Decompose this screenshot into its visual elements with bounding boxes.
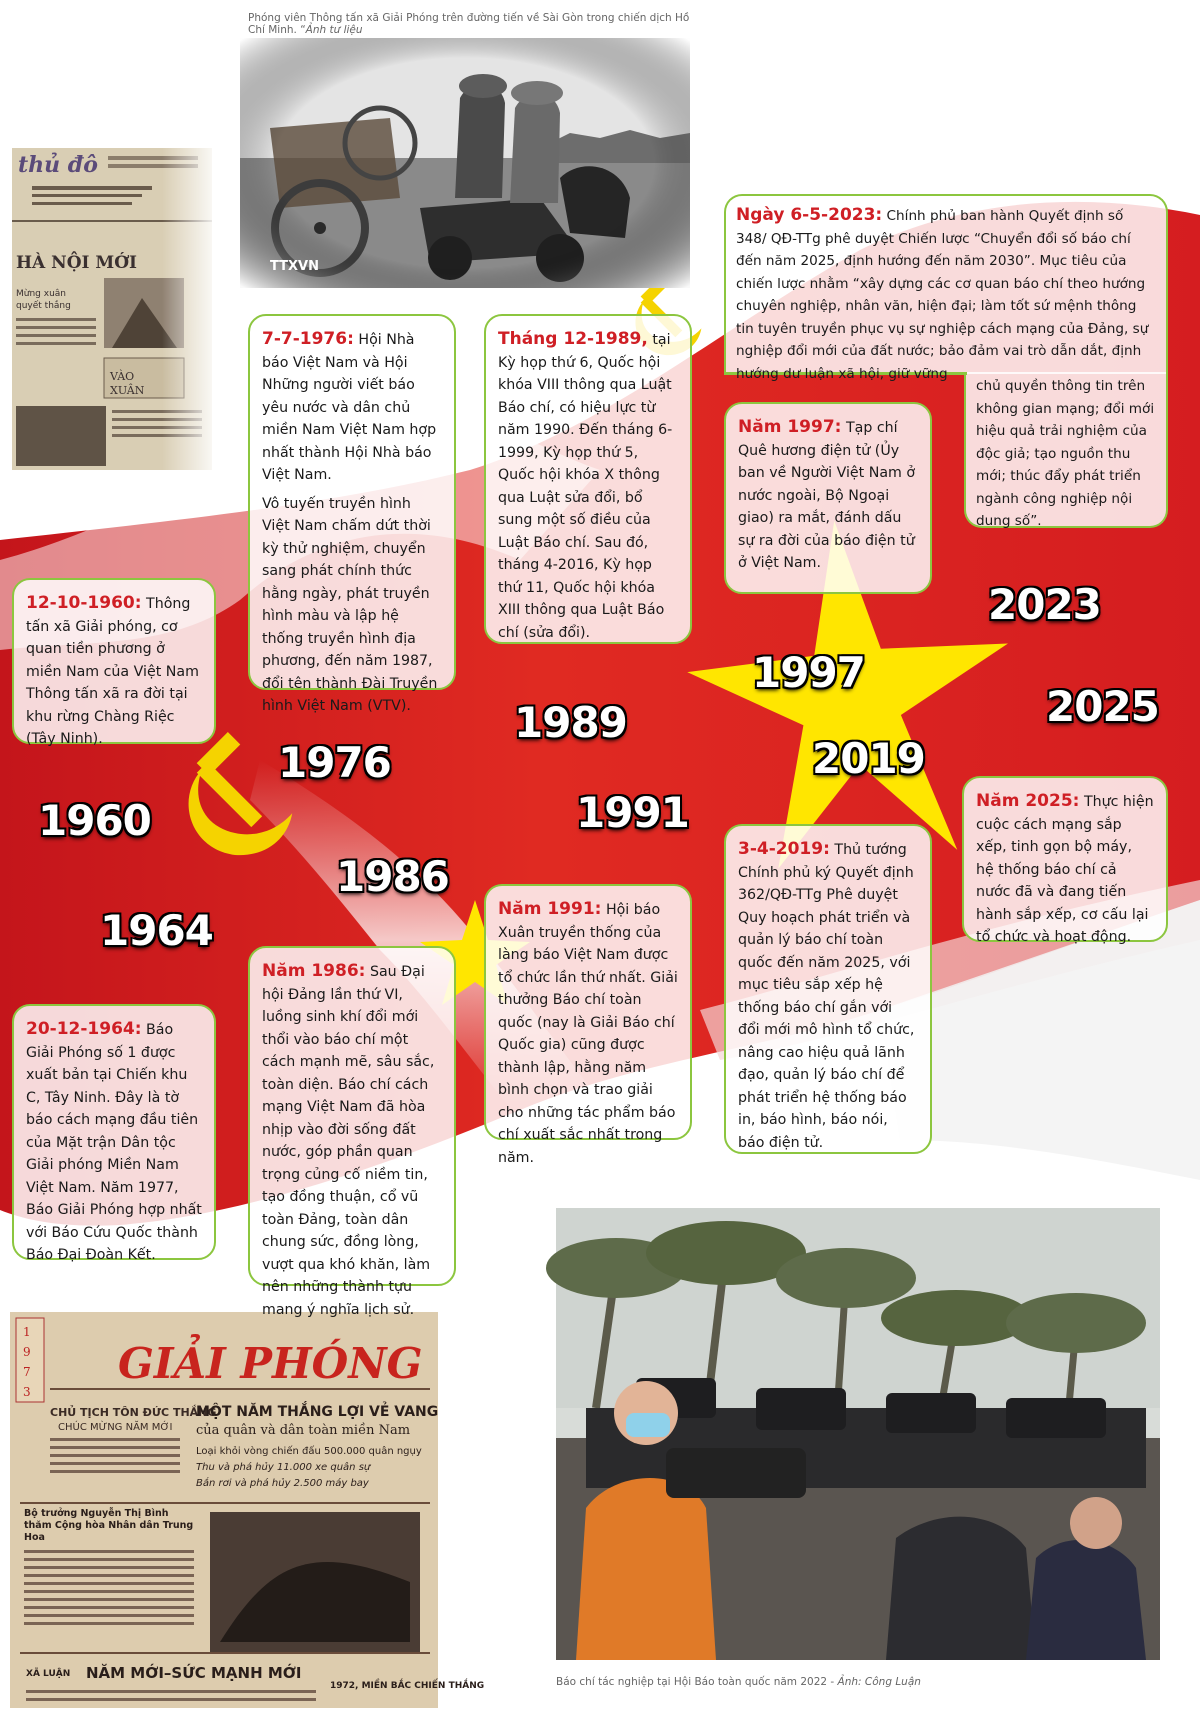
gp-bullet-1: Loại khỏi vòng chiến đấu 500.000 quân ngụy [196,1446,422,1457]
top-photo-caption: Phóng viên Thông tấn xã Giải Phóng trên đường tiến về Sài Gòn trong chiến dịch Hồ Chí Minh. “Ảnh tư liệu [248,12,690,36]
event-2023 [724,194,1168,528]
event-1964-date: 20-12-1964: [26,1019,142,1039]
event-2019 [724,824,932,1154]
event-1991-paragraph [498,898,678,1169]
event-1964-text: Báo Giải Phóng số 1 được xuất bản tại Chiến khu C, Tây Ninh. Đây là tờ báo cách mạng đầu tiên của Mặt trận Dân tộc Giải phóng Miền Nam Việt Nam. Năm 1977, Báo Giải Phóng hợp nhất với Báo Cứu Quốc thành Báo Đại Đoàn Kết. [26,1022,202,1263]
event-2019-date: 3-4-2019: [738,839,830,859]
giaiphong-masthead: GIẢI PHÓNG [118,1339,423,1388]
ttxvn-watermark: TTXVN [270,259,319,274]
event-2025-date: Năm 2025: [976,791,1080,811]
event-2023-text-2: chủ quyền thông tin trên không gian mạng; đổi mới hiệu quả trải nghiệm của độc giả; tạo nguồn thu mới; thúc đẩy phát triển ngành công nghiệp nội dung số”. [976,378,1155,529]
event-1976-text-2: Vô tuyến truyền hình Việt Nam chấm dứt thời kỳ thử nghiệm, chuyển sang phát chính thức hằng ngày, phát truyền hình màu và lập hệ thống truyền hình địa phương, đến năm 1987, đổi tên thành Đài Truyền hình Việt Nam (VTV). [262,495,438,714]
bottom-photo-caption: Báo chí tác nghiệp tại Hội Báo toàn quốc năm 2022 - Ảnh: Công Luận [556,1676,921,1688]
event-1997-date: Năm 1997: [738,417,842,437]
bottom-caption-credit: Ảnh: Công Luận [837,1676,921,1688]
gp-bottom-heading: NĂM MỚI–SỨC MẠNH MỚI [86,1664,302,1682]
event-2019-text: Thủ tướng Chính phủ ký Quyết định 362/QĐ-TTg Phê duyệt Quy hoạch phát triển và quản lý báo chí toàn quốc đến năm 2025, với mục tiêu sắp xếp hệ thống báo chí gắn với đổi mới mô hình tổ chức, nâng cao hiệu quả lãnh đạo, quản lý báo chí để phát triển hệ thống báo in, báo hình, báo nói, báo điện tử. [738,842,915,1151]
year-1960: 1960 [38,796,151,845]
gp-year-vertical: 1 [23,1325,31,1339]
bottom-caption-text: Báo chí tác nghiệp tại Hội Báo toàn quốc năm 2022 [556,1676,828,1688]
hanoimoi-newspaper-clipping [12,148,212,470]
press-photo [556,1208,1160,1660]
event-1960-text: Thông tấn xã Giải phóng, cơ quan tiền phương ở miền Nam của Việt Nam Thông tấn xã ra đời tại khu rừng Chàng Riệc (Tây Ninh). [26,596,199,747]
event-1986-date: Năm 1986: [262,961,366,981]
event-1960 [12,578,216,747]
gp-side-sub: CHÚC MỪNG NĂM MỚI [58,1422,173,1433]
top-photo-reporters [240,38,690,288]
gp-left-heading: Bộ trưởng Nguyễn Thị Bình thăm Cộng hòa Nhân dân Trung Hoa [24,1508,194,1543]
gp-bottom-tag: XÃ LUẬN [26,1669,71,1679]
event-1989-paragraph [498,328,678,644]
year-2025: 2025 [1046,682,1159,731]
event-2023-paragraph [736,204,1156,385]
gp-year-digit: 9 [23,1345,31,1359]
event-1964-paragraph [26,1018,202,1267]
event-1964 [12,1004,216,1263]
event-1976-paragraph [262,328,442,487]
event-1991 [484,884,692,1166]
event-2025-paragraph [976,790,1154,949]
event-2019-paragraph [738,838,918,1154]
year-2023: 2023 [988,580,1101,629]
event-1986-text: Sau Đại hội Đảng lần thứ VI, luồng sinh khí đổi mới thổi vào báo chí một cách mạnh mẽ, sâu sắc, toàn diện. Báo chí cách mạng Việt Nam đã hòa nhịp vào đời sống đất nước, góp phần quan trọng củng cố niềm tin, tạo đồng thuận, cổ vũ toàn Đảng, toàn dân chung sức, đồng lòng, vượt qua khó khăn, làm nên những thành tựu mang ý nghĩa lịch sử. [262,964,435,1318]
year-2019: 2019 [812,734,925,783]
event-1960-date: 12-10-1960: [26,593,142,613]
event-1986-paragraph [262,960,442,1321]
event-2023-date: Ngày 6-5-2023: [736,205,883,225]
gp-headline: MỘT NĂM THẮNG LỢI VẺ VANG [196,1404,439,1420]
event-1986 [248,946,456,1318]
event-1989-date: Tháng 12-1989, [498,329,648,349]
gp-side-heading: CHỦ TỊCH TÔN ĐỨC THẮNG [50,1406,217,1419]
event-2023-text: Chính phủ ban hành Quyết định số 348/ QĐ-TTg phê duyệt Chiến lược “Chuyển đổi số báo chí đến năm 2025, định hướng đến năm 2030”. Mục tiêu của chiến lược nhằm “xây dựng các cơ quan báo chí theo hướng chuyên nghiệp, nhân văn, hiện đại; làm tốt sứ mệnh thông tin tuyên truyền phục vụ sự nghiệp cách mạng của Đảng, sự nghiệp đổi mới của đất nước; bảo đảm vai trò dẫn dắt, định hướng dư luận xã hội, giữ vững [736,208,1149,382]
gp-bottom-right: 1972, MIỀN BẮC CHIẾN THẮNG [330,1681,485,1691]
event-2025 [962,776,1168,945]
event-1976-text: Hội Nhà báo Việt Nam và Hội Những người viết báo yêu nước và dân chủ miền Nam Việt Nam hợp nhất thành Hội Nhà báo Việt Nam. [262,332,437,483]
event-1989 [484,314,692,644]
top-caption-text: Phóng viên Thông tấn xã Giải Phóng trên đường tiến về Sài Gòn trong chiến dịch Hồ Chí Minh. [248,12,690,36]
event-1976 [248,314,456,714]
event-1991-text: Hội báo Xuân truyền thống của làng báo Việt Nam được tổ chức lần thứ nhất. Giải thưởng Báo chí toàn quốc (nay là Giải Báo chí Quốc gia) cũng được thành lập, hằng năm bình chọn và trao giải cho những tác phẩm báo chí xuất sắc nhất trong năm. [498,902,678,1166]
gp-subheadline: của quân và dân toàn miền Nam [196,1423,411,1438]
gp-bullet-2: Thu và phá hủy 11.000 xe quân sự [196,1462,371,1473]
event-1991-date: Năm 1991: [498,899,602,919]
gp-year-digit: 3 [23,1385,31,1399]
giaiphong-newspaper-clipping [10,1312,485,1708]
event-1960-paragraph [26,592,202,751]
event-1989-text: tại Kỳ họp thứ 6, Quốc hội khóa VIII thông qua Luật Báo chí, có hiệu lực từ năm 1990. Đến tháng 6-1999, Kỳ họp thứ 5, Quốc hội khóa X thông qua Luật sửa đổi, bổ sung một số điều của Luật Báo chí. Sau đó, tháng 4-2016, Kỳ họp thứ 11, Quốc hội khóa XIII thông qua Luật Báo chí (sửa đổi). [498,332,673,641]
year-1976: 1976 [278,738,391,787]
year-1964: 1964 [100,906,213,955]
year-1997: 1997 [752,648,865,697]
year-1989: 1989 [514,698,627,747]
top-caption-credit: Ảnh tư liệu [305,24,363,36]
year-1986: 1986 [336,852,449,901]
event-1997-text: Tạp chí Quê hương điện tử (Ủy ban về Người Việt Nam ở nước ngoài, Bộ Ngoại giao) ra mắt, đánh dấu sự ra đời của báo điện tử ở Việt Nam. [738,420,916,571]
gp-year-digit: 7 [23,1365,31,1379]
year-1991: 1991 [576,788,689,837]
gp-bullet-3: Bắn rơi và phá hủy 2.500 máy bay [196,1478,369,1489]
event-2025-text: Thực hiện cuộc cách mạng sắp xếp, tinh gọn bộ máy, hệ thống báo chí cả nước đã và đang tiến hành sắp xếp, cơ cấu lại tổ chức và hoạt động. [976,794,1154,945]
event-1976-date: 7-7-1976: [262,329,354,349]
